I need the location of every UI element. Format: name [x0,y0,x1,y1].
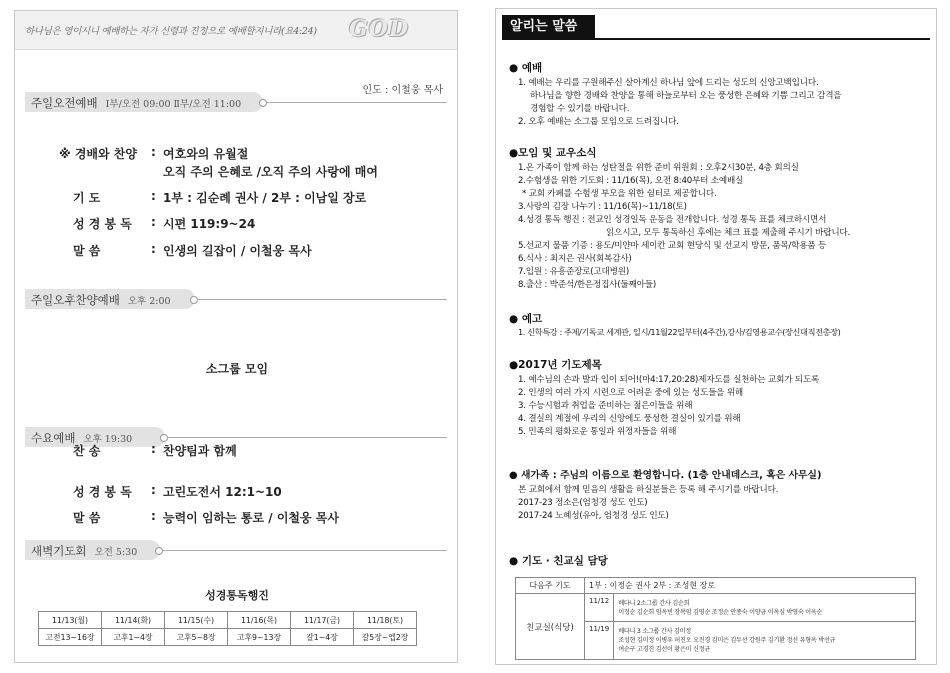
section-dawn-prayer [25,540,160,560]
announcement-line: 읽으시고, 모두 통독하신 후에는 체크 표를 제출해 주시기 바랍니다. [606,228,851,238]
announcement-line: 하나님을 향한 경배와 찬양을 통해 하늘로부터 오는 풍성한 은혜와 기쁨 그리고 감격을 [530,91,842,101]
afternoon-content: 소그룹 모임 [205,362,269,376]
duty-names: 이정순 김순희 임옥빈 장복임 김영순 조정순 안종숙 이양금 이옥심 박영숙 이옥순 [618,608,823,616]
section-divider [198,299,447,300]
row-key: 찬 송 [73,444,101,458]
row-value: 찬양팀과 함께 [163,444,237,458]
duty-room-label: 친교실(식당) [516,594,585,660]
duty-group: 베다니 3 소그룹 간사 김미정 [618,628,691,635]
schedule-reading: 고후9~13장 [228,629,291,646]
section-divider [168,437,447,438]
announcement-line: 8.출산 : 박준석/한은정집사(둘째아들) [518,280,656,290]
section-divider [163,550,447,551]
announcement-line: 6.식사 : 최지은 권사(회복감사) [518,254,632,264]
bible-reading-schedule [38,611,417,646]
row-colon: : [151,215,156,229]
row-colon: : [151,442,156,456]
section-divider [267,102,447,103]
schedule-day: 11/17(금) [291,612,354,629]
schedule-reading: 갈1~4장 [291,629,354,646]
row-value: 능력이 임하는 통로 / 이철웅 목사 [163,511,339,525]
announcement-line: 3. 수능시험과 취업을 준비하는 젊은이들을 위해 [518,401,693,411]
leader-label: 인도 : 이철웅 목사 [362,85,443,96]
announcement-line: 1. 신학특강 : 주제/기독교 세계관, 일시/11월22일부터(4주간),강사/김영용교수(장신대직전총장) [518,327,841,337]
announcements-header: 알리는 말씀 [502,15,595,39]
schedule-day: 11/14(화) [102,612,165,629]
row-key: 말 씀 [73,511,101,525]
section-time: 오후 19:30 [83,434,133,445]
section-sunday-morning [25,92,263,112]
announcement-line: 1. 예수님의 손과 발과 입이 되어!(마4:17,20:28)제자도를 실천하는 교회가 되도록 [518,375,820,385]
header-verse: 하나님은 영이시니 예배하는 자가 신령과 진정으로 예배할지니라(요4:24) [25,26,317,37]
row-value: 오직 주의 은혜로 /오직 주의 사랑에 매여 [163,165,378,179]
duty-names: 여순구 고경진 김선이 황은미 신정균 [618,646,711,653]
row-value: 시편 119:9~24 [163,217,256,231]
schedule-days-row [39,612,417,629]
row-key: ※ 경배와 찬양 [59,147,137,161]
logo-text: GOD [349,16,410,42]
row-key: 성 경 봉 독 [73,217,132,231]
row-value: 여호와의 유월절 [163,147,249,161]
section-heading-prayer: ●2017년 기도제목 [509,359,602,371]
section-heading-worship: ● 예배 [509,62,543,74]
section-title: 새벽기도회 [31,544,87,558]
section-heading-meetings: ●모임 및 교우소식 [509,147,597,159]
announcement-line: 3.사랑의 김장 나누기 : 11/16(목)~11/18(토) [518,202,687,212]
duty-value: 1부 : 이정순 권사 2부 : 조성현 장로 [585,578,916,594]
announcement-line: 2017-23 정소은(엄청경 성도 인도) [518,498,648,508]
worship-order-page [14,10,458,663]
schedule-day: 11/18(토) [354,612,417,629]
row-colon: : [151,483,156,497]
row-value: 인생의 길잡이 / 이철웅 목사 [163,244,312,258]
schedule-day: 11/16(목) [228,612,291,629]
section-time: 오후 2:00 [127,296,171,307]
section-heading-duty: ● 기도 · 친교실 담당 [509,555,608,567]
section-title: 수요예배 [31,431,76,445]
announcement-line: 2. 인생의 여러 가지 시련으로 어려운 중에 있는 성도들을 위해 [518,388,744,398]
duty-names: 조성현 김미정 이병우 허진오 오진경 김미은 김두선 강원주 김기환 정선 유형옥 박선규 [618,637,836,644]
announcement-line: 1.온 가족이 함께 하는 성탄절을 위한 준비 위원회 : 오후2시30분, 4층 회의실 [518,163,799,173]
announcement-line: 2. 오후 예배는 소그룹 모임으로 드려집니다. [518,117,679,127]
announcements-page [495,8,937,665]
duty-members [614,594,916,622]
section-dot [259,99,267,107]
row-value: 1부 : 김순례 권사 / 2부 : 이남일 장로 [163,191,367,205]
announcement-line: * 교회 카페를 수험생 부모을 위한 쉼터로 제공합니다. [522,189,717,199]
section-time: 오전 5:30 [94,547,138,558]
announcement-line: 5.선교지 물품 기증 : 용도/미얀마 세이칸 교회 현당식 및 선교지 방문, 품목/학용품 등 [518,241,827,251]
section-sunday-afternoon [25,289,195,309]
announcement-line: 4.성경 통독 행진 : 전교인 성경일독 운동을 전개합니다. 성경 통독 표를 체크하시면서 [518,215,827,225]
section-heading-newcomers: ● 새가족 : 주님의 이름으로 환영합니다. (1층 안내데스크, 혹은 사무실) [509,470,822,481]
duty-date: 11/12 [585,594,614,622]
section-heading-preview: ● 예고 [509,313,543,325]
schedule-reading: 갈5장~엡2장 [354,629,417,646]
row-colon: : [151,189,156,203]
announcement-line: 5. 민족의 평화로운 통일과 위정자들을 위해 [518,427,677,437]
page-header [15,11,457,50]
row-value: 고린도전서 12:1~10 [163,485,282,499]
section-dot [160,434,168,442]
announcement-line: 2017-24 노혜성(유아, 엄청경 성도 인도) [518,511,669,521]
schedule-reading: 고후5~8장 [165,629,228,646]
section-title: 주일오후찬양예배 [31,293,120,307]
section-title: 주일오전예배 [31,96,98,110]
row-key: 기 도 [73,191,101,205]
section-time: Ⅰ부/오전 09:00 Ⅱ부/오전 11:00 [105,99,242,110]
row-key: 말 씀 [73,244,101,258]
duty-row-next-week [516,578,916,594]
schedule-title: 성경통독행진 [205,589,269,602]
row-colon: : [151,145,156,159]
announcement-line: 경험할 수 있기를 바랍니다. [530,104,630,114]
header-rule [502,38,930,40]
duty-group: 베다니 2소그룹 간사 김순희 [618,599,690,607]
schedule-day: 11/15(수) [165,612,228,629]
duty-row [516,594,916,622]
announcement-line: 2.수험생을 위한 기도회 : 11/16(목), 오전 8:40부터 소예배실 [518,176,744,186]
announcement-line: 4. 결실의 계절에 우리의 신앙에도 풍성한 결실이 있기를 위해 [518,414,741,424]
section-dot [155,547,163,555]
schedule-day: 11/13(월) [39,612,102,629]
duty-date: 11/19 [585,622,614,660]
duty-label: 다음주 기도 [516,578,585,594]
row-colon: : [151,509,156,523]
schedule-reading: 고후1~4장 [102,629,165,646]
announcement-line: 7.입원 : 유흥준장로(고대병원) [518,267,629,277]
announcement-line: 1. 예배는 우리를 구원해주신 살아계신 하나님 앞에 드리는 성도의 신앙고백입니다. [518,78,819,88]
schedule-readings-row [39,629,417,646]
row-colon: : [151,242,156,256]
god-logo [341,14,423,44]
row-key: 성 경 봉 독 [73,485,132,499]
section-dot [190,296,198,304]
duty-members [614,622,916,660]
schedule-reading: 고전13~16장 [39,629,102,646]
duty-table [515,577,916,660]
announcement-line: 본 교회에서 함께 믿음의 생활을 하실분들은 등록 해 주시기를 바랍니다. [518,485,779,495]
